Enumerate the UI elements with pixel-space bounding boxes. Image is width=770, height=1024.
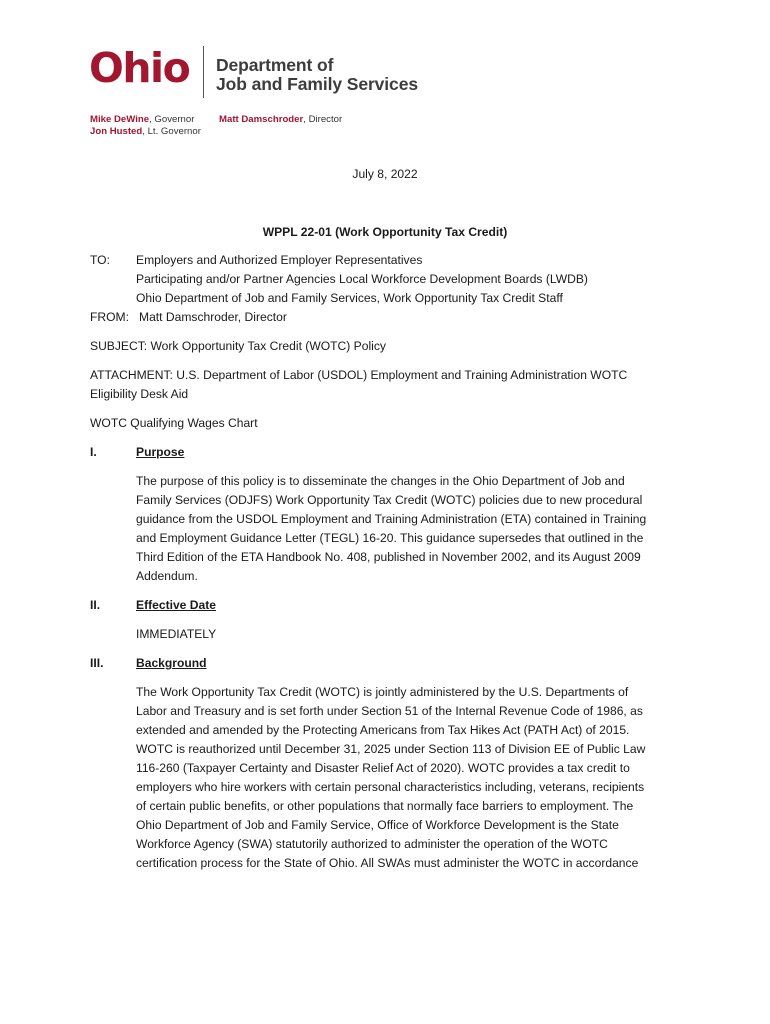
to-line-2: Participating and/or Partner Agencies Local Workforce Development Boards (LWDB) [136,272,588,286]
attachment-line-2: Eligibility Desk Aid [90,387,189,401]
purpose-line-5: Third Edition of the ETA Handbook No. 408, published in November 2002, and its August 2009 [136,550,641,564]
ohio-logo: Ohio [89,44,190,92]
director-name: Matt Damschroder [219,114,304,125]
letter-title: WPPL 22-01 (Work Opportunity Tax Credit) [262,225,508,239]
background-line-3: extended and amended by the Protecting Americans from Tax Hikes Act (PATH Act) of 2015. [136,723,630,737]
section-3-numeral: III. [90,656,104,670]
to-label: TO: [90,253,110,267]
logo-divider [203,46,204,98]
background-line-6: employers who hire workers with certain personal characteristics including, veterans, recipients [136,780,645,794]
director-title: , Director [303,114,343,125]
to-line-3: Ohio Department of Job and Family Services, Work Opportunity Tax Credit Staff [136,291,563,305]
background-line-1: The Work Opportunity Tax Credit (WOTC) is jointly administered by the U.S. Departments of [136,685,629,699]
director-block [219,114,342,126]
background-line-8: Ohio Department of Job and Family Service, Office of Workforce Development is the State [136,818,619,832]
section-1-heading: Purpose [136,445,185,459]
governor-block [90,114,201,137]
background-line-7: of certain public benefits, or other populations that normally face barriers to employment. The [136,799,634,813]
from-label: FROM: [90,310,129,324]
department-name-line1: Department of [216,55,334,75]
from-value: Matt Damschroder, Director [139,310,287,324]
lt-governor-name: Jon Husted [90,125,143,137]
background-line-10: certification process for the State of Ohio. All SWAs must administer the WOTC in accordance [136,856,639,870]
purpose-line-2: Family Services (ODJFS) Work Opportunity Tax Credit (WOTC) policies due to new procedural [136,493,643,507]
background-line-9: Workforce Agency (SWA) statutorily authorized to administer the operation of the WOTC [136,837,608,851]
purpose-line-6: Addendum. [136,569,198,583]
lt-governor-title: , Lt. Governor [142,125,201,137]
governor-title: , Governor [149,114,195,125]
subject-line: SUBJECT: Work Opportunity Tax Credit (WOTC) Policy [90,339,386,353]
effective-date-value: IMMEDIATELY [136,627,217,641]
background-line-4: WOTC is reauthorized until December 31, 2025 under Section 113 of Division EE of Public Law [136,742,646,756]
background-line-2: Labor and Treasury and is set forth under Section 51 of the Internal Revenue Code of 1986, as [136,704,643,718]
chart-attachment-line: WOTC Qualifying Wages Chart [90,416,258,430]
letter-date: July 8, 2022 [352,167,418,181]
purpose-line-3: guidance from the USDOL Employment and Training Administration (ETA) contained in Training [136,512,647,526]
section-1-numeral: I. [90,445,97,459]
section-2-numeral: II. [90,598,101,612]
section-2-heading: Effective Date [136,598,216,612]
purpose-line-1: The purpose of this policy is to disseminate the changes in the Ohio Department of Job and [136,474,625,488]
attachment-line-1: ATTACHMENT: U.S. Department of Labor (USDOL) Employment and Training Administration WOTC [90,368,628,382]
background-line-5: 116-260 (Taxpayer Certainty and Disaster Relief Act of 2020). WOTC provides a tax credit to [136,761,630,775]
to-line-1: Employers and Authorized Employer Representatives [136,253,423,267]
department-name-line2: Job and Family Services [216,74,418,94]
purpose-line-4: and Employment Guidance Letter (TEGL) 16-20. This guidance supersedes that outlined in the [136,531,644,545]
governor-name: Mike DeWine [90,114,150,125]
section-3-heading: Background [136,656,207,670]
